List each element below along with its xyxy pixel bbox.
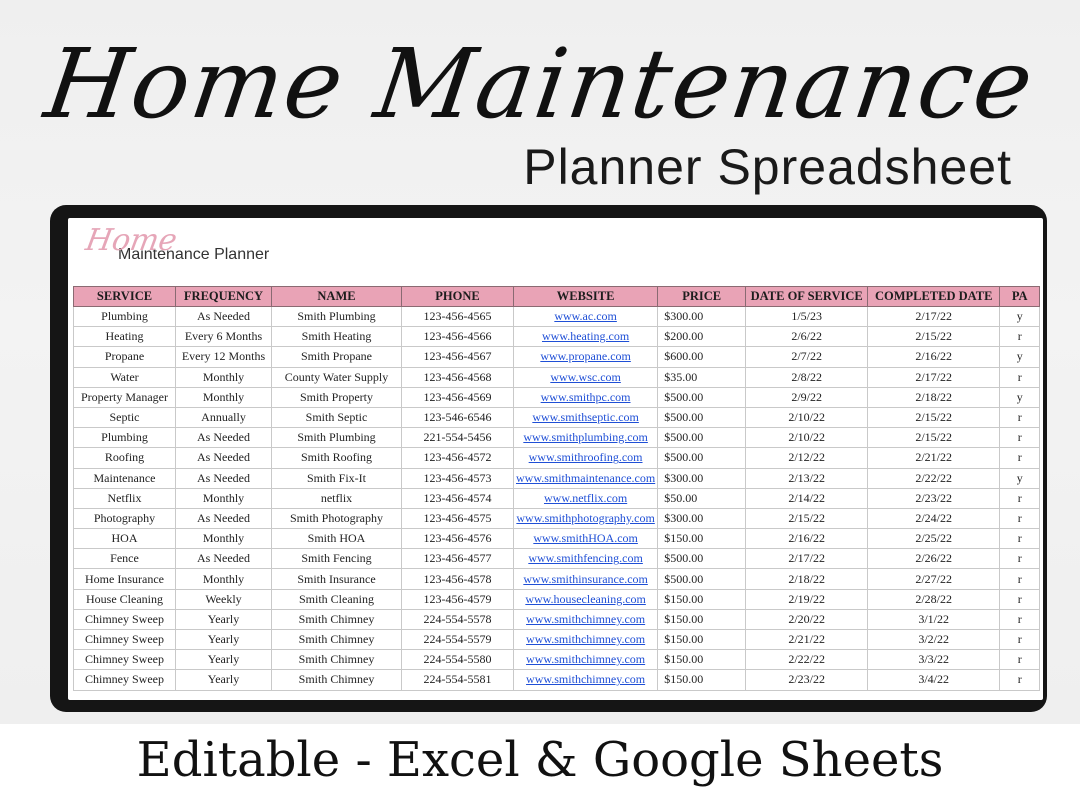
table-row: [74, 549, 1040, 569]
cell-date-of-service[interactable]: 2/21/22: [746, 630, 868, 650]
table-row: [74, 589, 1040, 609]
cell-price[interactable]: $150.00: [658, 650, 746, 670]
column-header-service[interactable]: SERVICE: [74, 287, 176, 307]
cell-frequency[interactable]: Monthly: [176, 387, 272, 407]
table-row: [74, 387, 1040, 407]
cell-website[interactable]: www.smithinsurance.com: [514, 569, 658, 589]
cell-name[interactable]: Smith Fix-It: [272, 468, 402, 488]
cell-phone[interactable]: 123-456-4579: [402, 589, 514, 609]
cell-service[interactable]: Netflix: [74, 488, 176, 508]
cell-service[interactable]: Chimney Sweep: [74, 609, 176, 629]
cell-completed-date[interactable]: 2/27/22: [868, 569, 1000, 589]
table-row: [74, 630, 1040, 650]
cell-completed-date[interactable]: 2/26/22: [868, 549, 1000, 569]
cell-date-of-service[interactable]: 2/17/22: [746, 549, 868, 569]
cell-website[interactable]: www.smithfencing.com: [514, 549, 658, 569]
cell-website[interactable]: www.smithroofing.com: [514, 448, 658, 468]
column-header-name[interactable]: NAME: [272, 287, 402, 307]
cell-date-of-service[interactable]: 2/6/22: [746, 327, 868, 347]
cell-frequency[interactable]: As Needed: [176, 428, 272, 448]
cell-name[interactable]: Smith Propane: [272, 347, 402, 367]
cell-phone[interactable]: 123-456-4567: [402, 347, 514, 367]
table-row: [74, 307, 1040, 327]
cell-name[interactable]: Smith Plumbing: [272, 307, 402, 327]
cell-phone[interactable]: 123-456-4575: [402, 508, 514, 528]
table-row: [74, 569, 1040, 589]
cell-name[interactable]: Smith Plumbing: [272, 428, 402, 448]
maintenance-table: [73, 286, 1040, 691]
table-row: [74, 468, 1040, 488]
column-header-date-of-service[interactable]: DATE OF SERVICE: [746, 287, 868, 307]
cell-name[interactable]: Smith Property: [272, 387, 402, 407]
spreadsheet-screen: [68, 218, 1043, 700]
table-row: [74, 508, 1040, 528]
column-header-website[interactable]: WEBSITE: [514, 287, 658, 307]
cell-website[interactable]: www.smithchimney.com: [514, 670, 658, 690]
cell-paid[interactable]: r: [1000, 327, 1040, 347]
cell-website[interactable]: www.ac.com: [514, 307, 658, 327]
cell-paid[interactable]: r: [1000, 488, 1040, 508]
cell-completed-date[interactable]: 2/28/22: [868, 589, 1000, 609]
table-row: [74, 347, 1040, 367]
cell-price[interactable]: $50.00: [658, 488, 746, 508]
cell-completed-date[interactable]: 2/15/22: [868, 407, 1000, 427]
cell-date-of-service[interactable]: 2/12/22: [746, 448, 868, 468]
cell-website[interactable]: www.wsc.com: [514, 367, 658, 387]
cell-frequency[interactable]: As Needed: [176, 307, 272, 327]
cell-phone[interactable]: 123-456-4565: [402, 307, 514, 327]
cell-website[interactable]: www.netflix.com: [514, 488, 658, 508]
cell-website[interactable]: www.smithphotography.com: [514, 508, 658, 528]
cell-date-of-service[interactable]: 2/7/22: [746, 347, 868, 367]
cell-price[interactable]: $150.00: [658, 589, 746, 609]
cell-paid[interactable]: r: [1000, 670, 1040, 690]
cell-phone[interactable]: 123-456-4578: [402, 569, 514, 589]
cell-website[interactable]: www.smithmaintenance.com: [514, 468, 658, 488]
cell-date-of-service[interactable]: 2/19/22: [746, 589, 868, 609]
cell-name[interactable]: County Water Supply: [272, 367, 402, 387]
cell-name[interactable]: Smith Cleaning: [272, 589, 402, 609]
cell-website[interactable]: www.housecleaning.com: [514, 589, 658, 609]
cell-completed-date[interactable]: 2/22/22: [868, 468, 1000, 488]
table-row: [74, 428, 1040, 448]
cell-phone[interactable]: 123-456-4566: [402, 327, 514, 347]
table-row: [74, 407, 1040, 427]
cell-name[interactable]: Smith Fencing: [272, 549, 402, 569]
cell-paid[interactable]: r: [1000, 609, 1040, 629]
cell-frequency[interactable]: As Needed: [176, 468, 272, 488]
cell-paid[interactable]: r: [1000, 529, 1040, 549]
cell-phone[interactable]: 224-554-5581: [402, 670, 514, 690]
cell-price[interactable]: $35.00: [658, 367, 746, 387]
cell-name[interactable]: Smith Chimney: [272, 609, 402, 629]
cell-price[interactable]: $500.00: [658, 387, 746, 407]
cell-service[interactable]: Heating: [74, 327, 176, 347]
cell-price[interactable]: $300.00: [658, 468, 746, 488]
cell-frequency[interactable]: Weekly: [176, 589, 272, 609]
cell-service[interactable]: Chimney Sweep: [74, 670, 176, 690]
cell-completed-date[interactable]: 2/18/22: [868, 387, 1000, 407]
cell-paid[interactable]: r: [1000, 428, 1040, 448]
cell-phone[interactable]: 221-554-5456: [402, 428, 514, 448]
cell-service[interactable]: House Cleaning: [74, 589, 176, 609]
cell-phone[interactable]: 123-456-4568: [402, 367, 514, 387]
cell-name[interactable]: netflix: [272, 488, 402, 508]
cell-completed-date[interactable]: 2/17/22: [868, 307, 1000, 327]
cell-frequency[interactable]: Monthly: [176, 569, 272, 589]
cell-name[interactable]: Smith HOA: [272, 529, 402, 549]
cell-paid[interactable]: y: [1000, 347, 1040, 367]
cell-price[interactable]: $150.00: [658, 630, 746, 650]
table-row: [74, 367, 1040, 387]
page-subtitle: Planner Spreadsheet: [523, 139, 1012, 195]
cell-date-of-service[interactable]: 2/16/22: [746, 529, 868, 549]
cell-service[interactable]: Photography: [74, 508, 176, 528]
cell-paid[interactable]: r: [1000, 569, 1040, 589]
cell-website[interactable]: www.smithpc.com: [514, 387, 658, 407]
cell-completed-date[interactable]: 2/15/22: [868, 327, 1000, 347]
cell-website[interactable]: www.smithplumbing.com: [514, 428, 658, 448]
cell-frequency[interactable]: Yearly: [176, 609, 272, 629]
table-row: [74, 650, 1040, 670]
cell-price[interactable]: $500.00: [658, 549, 746, 569]
cell-paid[interactable]: r: [1000, 630, 1040, 650]
cell-frequency[interactable]: As Needed: [176, 508, 272, 528]
cell-name[interactable]: Smith Insurance: [272, 569, 402, 589]
cell-phone[interactable]: 123-456-4569: [402, 387, 514, 407]
table-row: [74, 448, 1040, 468]
cell-website[interactable]: www.propane.com: [514, 347, 658, 367]
sheet-logo-subtitle: Maintenance Planner: [118, 246, 270, 263]
cell-service[interactable]: HOA: [74, 529, 176, 549]
cell-phone[interactable]: 224-554-5578: [402, 609, 514, 629]
cell-service[interactable]: Plumbing: [74, 307, 176, 327]
cell-date-of-service[interactable]: 2/13/22: [746, 468, 868, 488]
cell-name[interactable]: Smith Photography: [272, 508, 402, 528]
cell-service[interactable]: Chimney Sweep: [74, 650, 176, 670]
cell-price[interactable]: $300.00: [658, 508, 746, 528]
footer-tagline: Editable - Excel & Google Sheets: [136, 732, 944, 788]
sheet-logo: [83, 223, 270, 264]
cell-frequency[interactable]: Every 12 Months: [176, 347, 272, 367]
cell-price[interactable]: $300.00: [658, 307, 746, 327]
cell-frequency[interactable]: Yearly: [176, 630, 272, 650]
cell-frequency[interactable]: As Needed: [176, 549, 272, 569]
cell-price[interactable]: $500.00: [658, 428, 746, 448]
cell-service[interactable]: Chimney Sweep: [74, 630, 176, 650]
cell-completed-date[interactable]: 2/23/22: [868, 488, 1000, 508]
cell-date-of-service[interactable]: 2/18/22: [746, 569, 868, 589]
cell-completed-date[interactable]: 2/24/22: [868, 508, 1000, 528]
cell-frequency[interactable]: Yearly: [176, 670, 272, 690]
cell-phone[interactable]: 224-554-5579: [402, 630, 514, 650]
cell-frequency[interactable]: Monthly: [176, 367, 272, 387]
cell-completed-date[interactable]: 3/3/22: [868, 650, 1000, 670]
cell-phone[interactable]: 123-546-6546: [402, 407, 514, 427]
cell-website[interactable]: www.smithHOA.com: [514, 529, 658, 549]
cell-service[interactable]: Home Insurance: [74, 569, 176, 589]
cell-phone[interactable]: 123-456-4574: [402, 488, 514, 508]
cell-service[interactable]: Plumbing: [74, 428, 176, 448]
cell-frequency[interactable]: Every 6 Months: [176, 327, 272, 347]
cell-date-of-service[interactable]: 2/15/22: [746, 508, 868, 528]
cell-date-of-service[interactable]: 1/5/23: [746, 307, 868, 327]
cell-price[interactable]: $500.00: [658, 448, 746, 468]
cell-price[interactable]: $150.00: [658, 670, 746, 690]
cell-frequency[interactable]: Yearly: [176, 650, 272, 670]
column-header-phone[interactable]: PHONE: [402, 287, 514, 307]
column-header-price[interactable]: PRICE: [658, 287, 746, 307]
cell-date-of-service[interactable]: 2/22/22: [746, 650, 868, 670]
cell-completed-date[interactable]: 3/2/22: [868, 630, 1000, 650]
cell-phone[interactable]: 123-456-4572: [402, 448, 514, 468]
cell-service[interactable]: Septic: [74, 407, 176, 427]
cell-price[interactable]: $200.00: [658, 327, 746, 347]
cell-price[interactable]: $500.00: [658, 569, 746, 589]
cell-paid[interactable]: r: [1000, 549, 1040, 569]
cell-website[interactable]: www.smithchimney.com: [514, 630, 658, 650]
cell-paid[interactable]: y: [1000, 307, 1040, 327]
cell-date-of-service[interactable]: 2/9/22: [746, 387, 868, 407]
cell-phone[interactable]: 224-554-5580: [402, 650, 514, 670]
cell-frequency[interactable]: As Needed: [176, 448, 272, 468]
header-row: [74, 287, 1040, 307]
cell-name[interactable]: Smith Chimney: [272, 670, 402, 690]
column-header-completed-date[interactable]: COMPLETED DATE: [868, 287, 1000, 307]
cell-name[interactable]: Smith Chimney: [272, 630, 402, 650]
cell-website[interactable]: www.smithchimney.com: [514, 650, 658, 670]
cell-frequency[interactable]: Annually: [176, 407, 272, 427]
cell-date-of-service[interactable]: 2/14/22: [746, 488, 868, 508]
column-header-paid[interactable]: PA: [1000, 287, 1040, 307]
cell-price[interactable]: $150.00: [658, 609, 746, 629]
cell-price[interactable]: $600.00: [658, 347, 746, 367]
column-header-frequency[interactable]: FREQUENCY: [176, 287, 272, 307]
cell-service[interactable]: Water: [74, 367, 176, 387]
cell-name[interactable]: Smith Chimney: [272, 650, 402, 670]
cell-phone[interactable]: 123-456-4577: [402, 549, 514, 569]
cell-date-of-service[interactable]: 2/10/22: [746, 428, 868, 448]
page-title: Home Maintenance: [38, 28, 1042, 140]
cell-completed-date[interactable]: 2/15/22: [868, 428, 1000, 448]
cell-paid[interactable]: r: [1000, 589, 1040, 609]
cell-completed-date[interactable]: 2/25/22: [868, 529, 1000, 549]
cell-frequency[interactable]: Monthly: [176, 529, 272, 549]
cell-paid[interactable]: y: [1000, 468, 1040, 488]
cell-service[interactable]: Propane: [74, 347, 176, 367]
table-row: [74, 327, 1040, 347]
table-body: [74, 307, 1040, 691]
cell-service[interactable]: Fence: [74, 549, 176, 569]
cell-completed-date[interactable]: 3/4/22: [868, 670, 1000, 690]
cell-website[interactable]: www.smithchimney.com: [514, 609, 658, 629]
cell-price[interactable]: $500.00: [658, 407, 746, 427]
cell-paid[interactable]: r: [1000, 448, 1040, 468]
cell-completed-date[interactable]: 3/1/22: [868, 609, 1000, 629]
cell-date-of-service[interactable]: 2/23/22: [746, 670, 868, 690]
table-row: [74, 529, 1040, 549]
table-row: [74, 488, 1040, 508]
table-row: [74, 670, 1040, 690]
cell-price[interactable]: $150.00: [658, 529, 746, 549]
cell-service[interactable]: Property Manager: [74, 387, 176, 407]
cell-completed-date[interactable]: 2/17/22: [868, 367, 1000, 387]
cell-website[interactable]: www.heating.com: [514, 327, 658, 347]
cell-paid[interactable]: r: [1000, 508, 1040, 528]
cell-paid[interactable]: r: [1000, 367, 1040, 387]
sheet-logo-script: Home: [83, 223, 180, 258]
cell-phone[interactable]: 123-456-4573: [402, 468, 514, 488]
cell-date-of-service[interactable]: 2/8/22: [746, 367, 868, 387]
cell-name[interactable]: Smith Heating: [272, 327, 402, 347]
cell-paid[interactable]: r: [1000, 650, 1040, 670]
cell-paid[interactable]: y: [1000, 387, 1040, 407]
cell-date-of-service[interactable]: 2/20/22: [746, 609, 868, 629]
cell-completed-date[interactable]: 2/16/22: [868, 347, 1000, 367]
cell-website[interactable]: www.smithseptic.com: [514, 407, 658, 427]
cell-paid[interactable]: r: [1000, 407, 1040, 427]
cell-frequency[interactable]: Monthly: [176, 488, 272, 508]
cell-name[interactable]: Smith Roofing: [272, 448, 402, 468]
cell-date-of-service[interactable]: 2/10/22: [746, 407, 868, 427]
cell-service[interactable]: Roofing: [74, 448, 176, 468]
laptop-frame: [50, 205, 1047, 712]
cell-phone[interactable]: 123-456-4576: [402, 529, 514, 549]
cell-service[interactable]: Maintenance: [74, 468, 176, 488]
table-row: [74, 609, 1040, 629]
cell-name[interactable]: Smith Septic: [272, 407, 402, 427]
cell-completed-date[interactable]: 2/21/22: [868, 448, 1000, 468]
